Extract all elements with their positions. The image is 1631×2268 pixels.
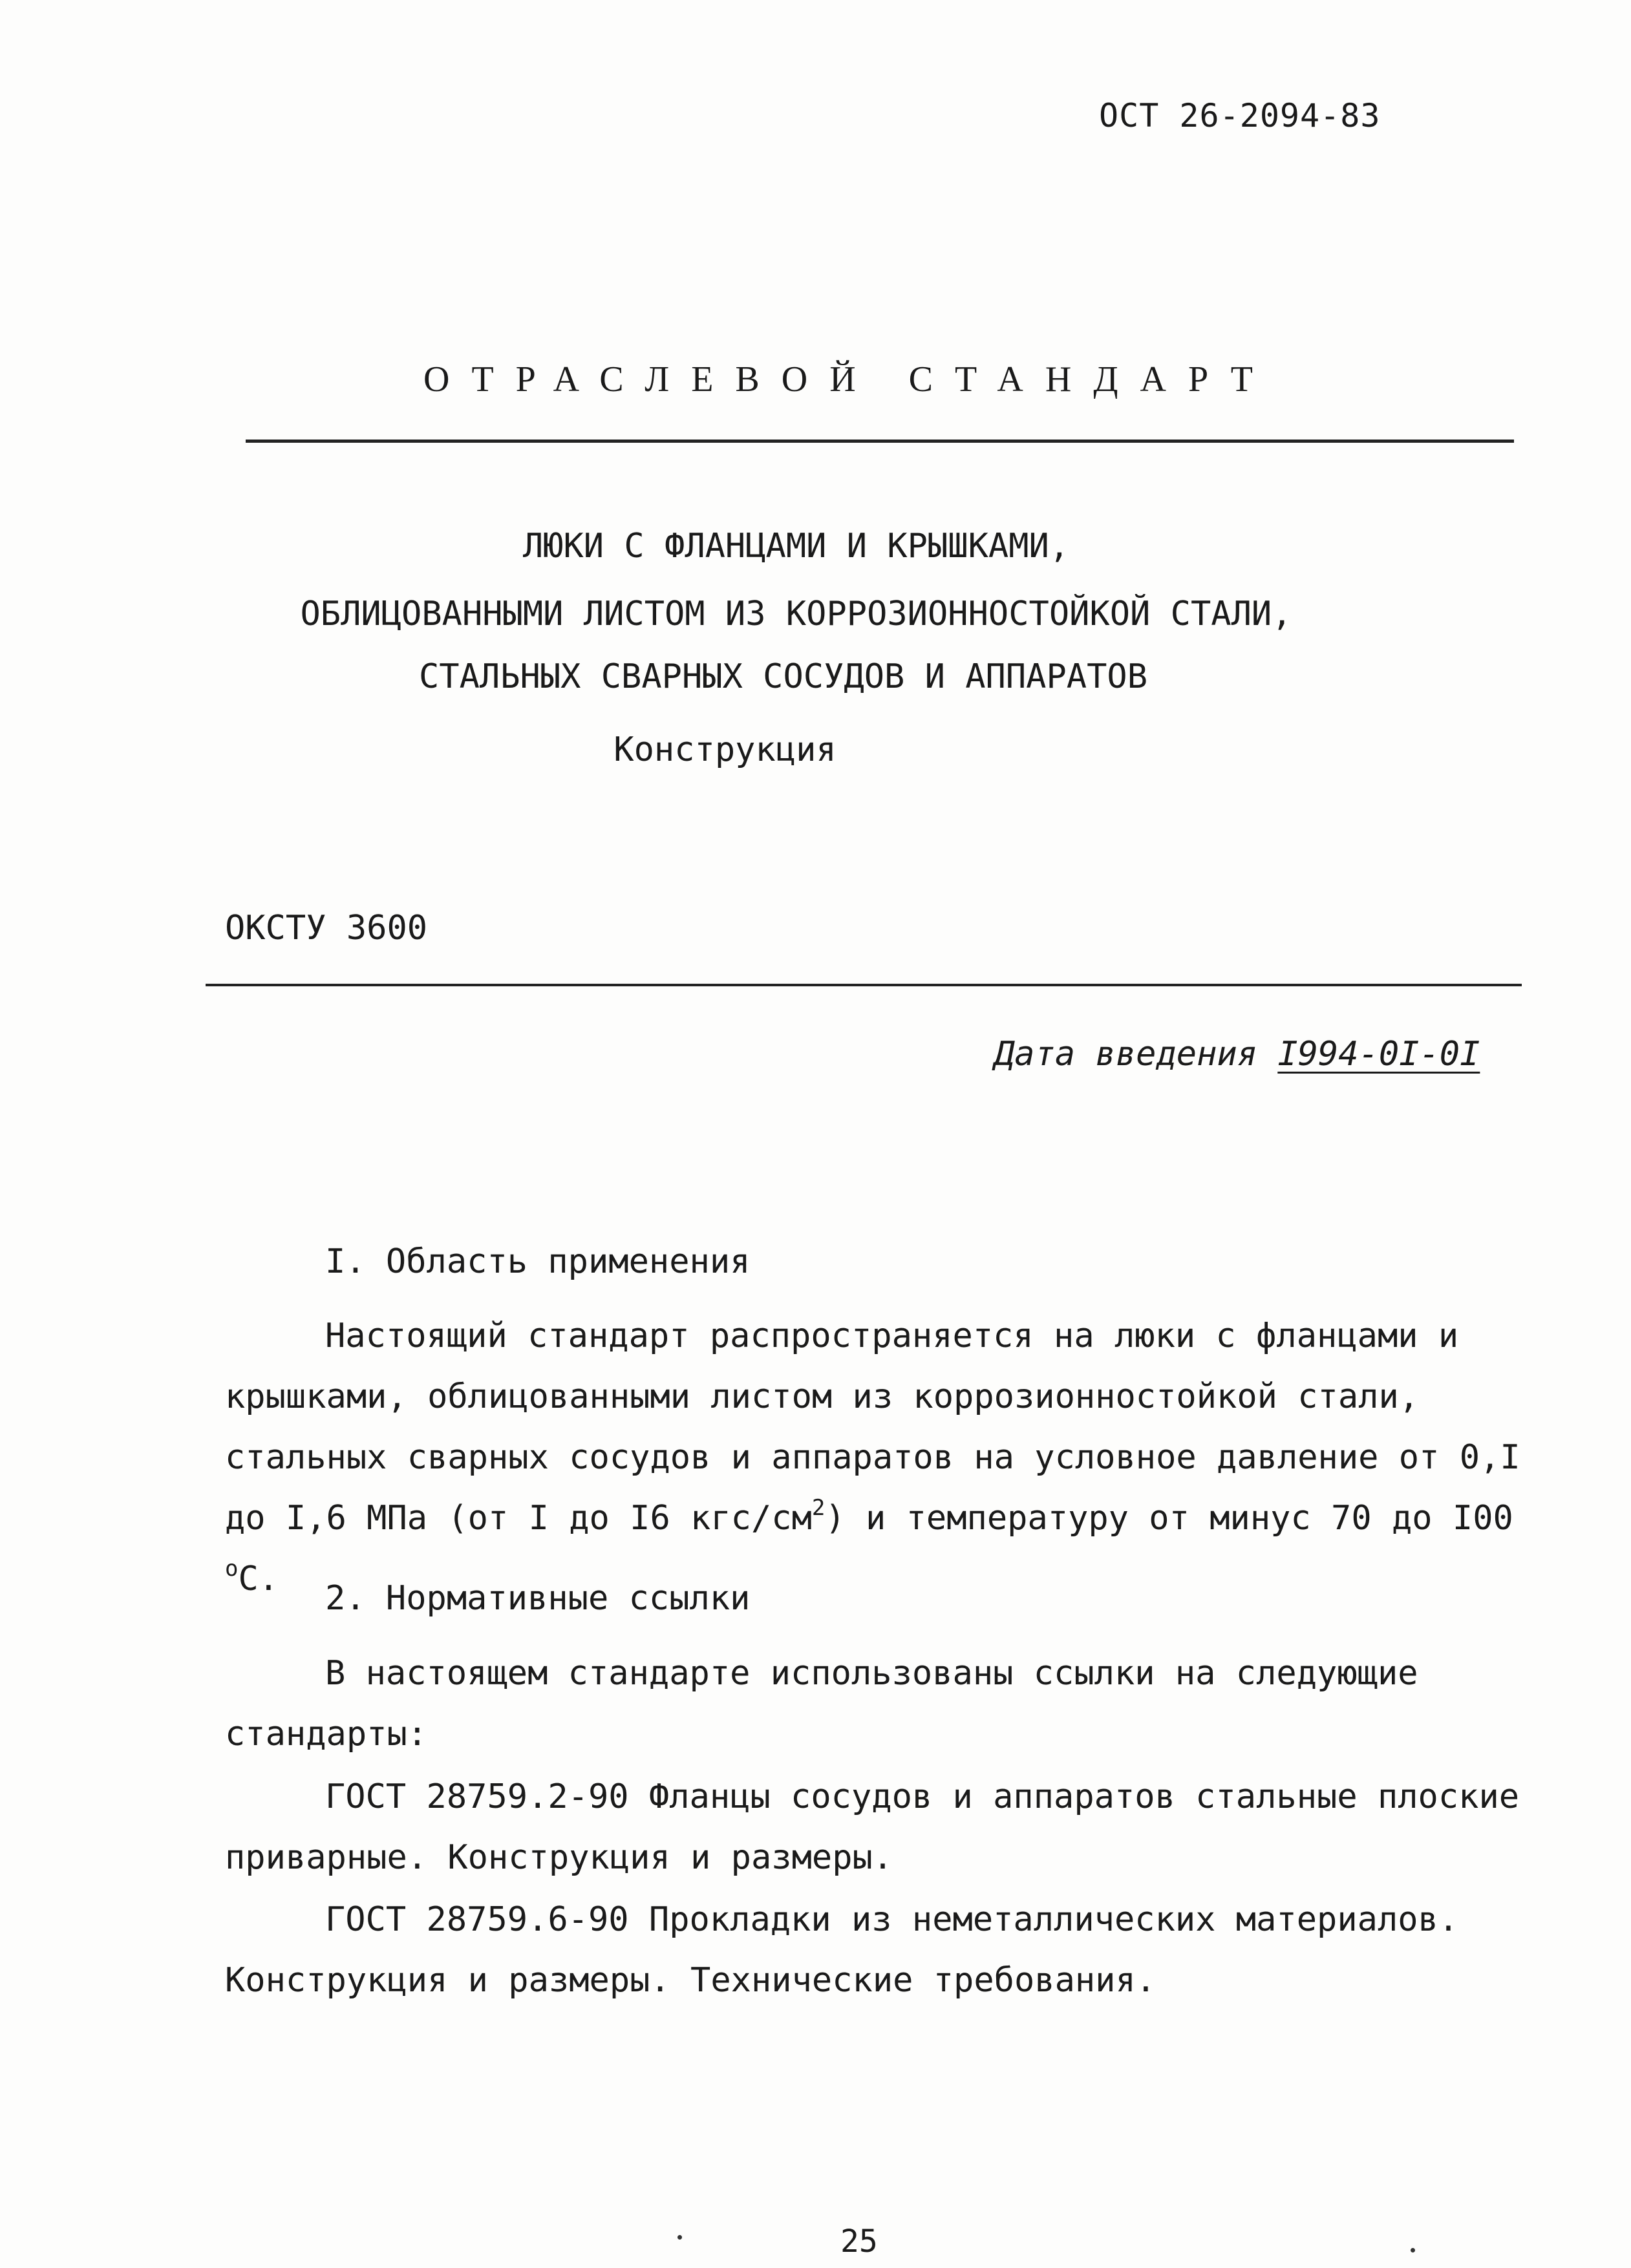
section-1-text-3: С. [238,1560,279,1598]
section-1-text-1: Настоящий стандарт распространяется на люки с фланцами и крышками, облицованными листом из коррозионностойкой стали, стальных сварных сосудов и аппаратов на условное давление от 0,I до I,6 МПа (от I до I6 кгс/см [225,1317,1520,1538]
header-divider [246,440,1514,443]
classification-divider [206,984,1522,986]
okstu-code: ОКСТУ 3600 [225,909,428,948]
title-line-3: СТАЛЬНЫХ СВАРНЫХ СОСУДОВ И АППАРАТОВ [418,657,1148,696]
effective-date-label: Дата введения [994,1035,1257,1074]
scan-speck [677,2235,682,2240]
reference-item: ГОСТ 28759.6-90 Прокладки из неметаллических материалов. Конструкция и размеры. Технические требования. [225,1900,1459,2000]
effective-date-value: I994-0I-0I [1277,1035,1480,1074]
title-line-2: ОБЛИЦОВАННЫМИ ЛИСТОМ ИЗ КОРРОЗИОННОСТОЙКОЙ СТАЛИ, [300,595,1292,633]
section-2-title: 2. Нормативные ссылки [325,1579,751,1618]
section-2-intro: В настоящем стандарте использованы ссылки на следующие стандарты: [225,1654,1418,1754]
section-1-text-2: ) и температуру от минус 70 до I00 [825,1499,1513,1538]
section-1-body [225,1306,1524,1609]
section-1-title: I. Область применения [325,1242,751,1281]
reference-item: ГОСТ 28759.2-90 Фланцы сосудов и аппаратов стальные плоские приварные. Конструкция и размеры. [225,1777,1520,1877]
standard-type-heading: ОТРАСЛЕВОЙ СТАНДАРТ [423,359,1275,399]
section-1-sup-2: о [225,1556,239,1582]
effective-date [994,1035,1480,1074]
document-code: ОСТ 26-2094-83 [1099,97,1381,134]
page-number: 25 [840,2223,878,2260]
title-line-1: ЛЮКИ С ФЛАНЦАМИ И КРЫШКАМИ, [522,527,1070,566]
title-subtitle: Конструкция [613,730,837,769]
scan-speck [1411,2248,1415,2252]
section-1-sup-1: 2 [811,1495,826,1521]
